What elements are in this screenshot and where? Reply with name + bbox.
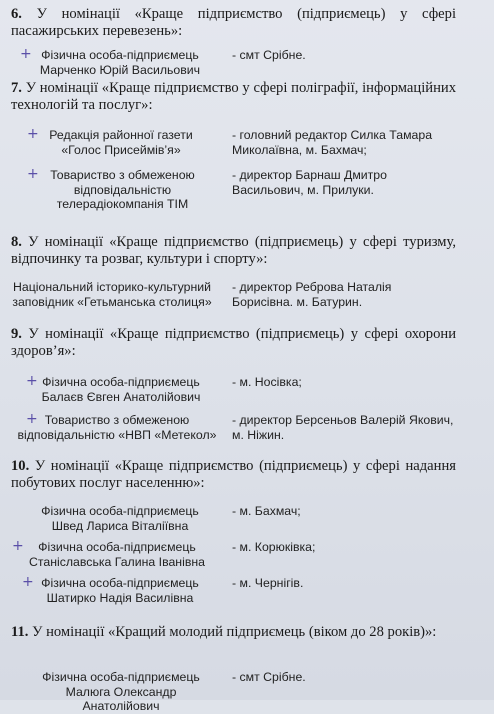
nomination-8-heading: 8. У номінації «Краще підприємство (підприємець) у сфері туризму, відпочинку та розваг, культури і спорту»: bbox=[11, 234, 456, 267]
entry-info: - смт Срібне. bbox=[232, 48, 306, 62]
nomination-11-heading: 11. У номінації «Кращий молодий підприємець (віком до 28 років)»: bbox=[11, 624, 437, 640]
entry-info: - головний редактор Силка Тамара Миколаївна, м. Бахмач; bbox=[232, 128, 433, 157]
entry-name: Фізична особа-підприємець Шатирко Надія Василівна bbox=[41, 576, 199, 605]
pen-mark-icon: + bbox=[20, 46, 32, 62]
pen-mark-icon: + bbox=[26, 373, 38, 389]
entry-name: Фізична особа-підприємець Марченко Юрій Васильович bbox=[39, 48, 201, 77]
entry-name: Фізична особа-підприємець Станіславська Галина Іванівна bbox=[29, 540, 205, 569]
entry-info: - директор Берсеньов Валерій Якович, м. Ніжин. bbox=[232, 413, 454, 442]
pen-mark-icon: + bbox=[27, 166, 39, 182]
entry-name: Національний історико-культурний заповідник «Гетьманська столиця» bbox=[12, 280, 212, 309]
pen-mark-icon: + bbox=[12, 538, 24, 554]
entry-info: - смт Срібне. bbox=[232, 670, 306, 684]
entry-name: Товариство з обмеженою відповідальністю телерадіокомпанія ТІМ bbox=[50, 168, 195, 211]
nomination-10-heading: 10. У номінації «Краще підприємство (підприємець) у сфері надання побутових послуг населенню»: bbox=[11, 458, 456, 491]
pen-mark-icon: + bbox=[27, 126, 39, 142]
entry-info: - м. Корюківка; bbox=[232, 540, 316, 554]
pen-mark-icon: + bbox=[26, 411, 38, 427]
entry-name: Фізична особа-підприємець Швед Лариса Віталіївна bbox=[41, 504, 199, 533]
entry-info: - директор Барнаш Дмитро Васильович, м. Прилуки. bbox=[232, 168, 387, 197]
entry-name: Товариство з обмеженою відповідальністю «НВП «Метекол» bbox=[17, 413, 217, 442]
entry-info: - м. Носівка; bbox=[232, 375, 302, 389]
nomination-6-heading: 6. У номінації «Краще підприємство (підприємець) у сфері пасажирських перевезень»: bbox=[11, 6, 456, 39]
entry-name: Фізична особа-підприємець Балаєв Євген Анатолійович bbox=[41, 375, 201, 404]
nomination-9-heading: 9. У номінації «Краще підприємство (підприємець) у сфері охорони здоров’я»: bbox=[11, 326, 456, 359]
entry-info: - м. Чернігів. bbox=[232, 576, 304, 590]
entry-info: - директор Реброва Наталія Борисівна. м. Батурин. bbox=[232, 280, 392, 309]
nomination-7-heading: 7. У номінації «Краще підприємство у сфері поліграфії, інформаційних технологій та послуг»: bbox=[11, 80, 456, 113]
entry-name: Фізична особа-підприємець Малюга Олександр Анатолійович bbox=[42, 670, 200, 713]
entry-name: Редакція районної газети «Голос Присеймів’я» bbox=[49, 128, 193, 157]
entry-info: - м. Бахмач; bbox=[232, 504, 301, 518]
pen-mark-icon: + bbox=[22, 574, 34, 590]
